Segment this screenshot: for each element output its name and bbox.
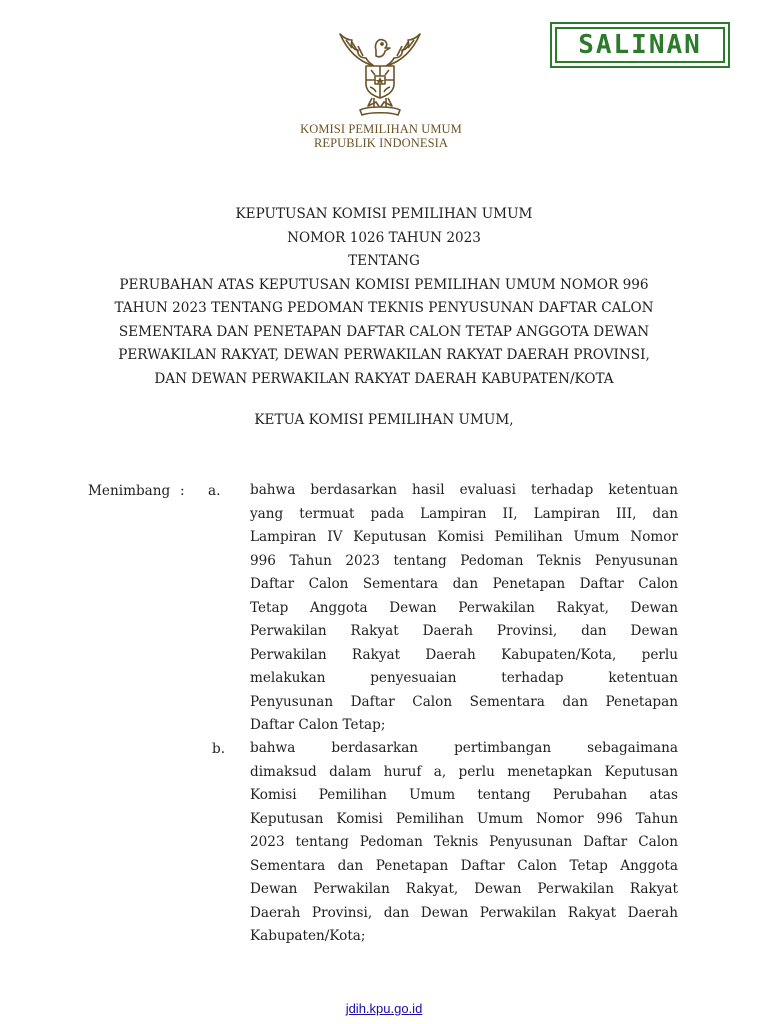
paragraph-line: 996 Tahun 2023 tentang Pedoman Teknis Penyusunan <box>250 552 678 569</box>
institution-line-1: KOMISI PEMILIHAN UMUM <box>300 122 462 136</box>
paragraph-line: bahwa berdasarkan pertimbangan sebagaimana <box>250 740 678 756</box>
ketua-heading: KETUA KOMISI PEMILIHAN UMUM, <box>254 412 514 428</box>
paragraph-line: Lampiran IV Keputusan Komisi Pemilihan Umum Nomor <box>250 529 678 545</box>
title-line-1: KEPUTUSAN KOMISI PEMILIHAN UMUM <box>235 206 533 222</box>
paragraph-line: Daftar Calon Sementara dan Penetapan Daftar Calon <box>250 576 678 592</box>
subject-line: DAN DEWAN PERWAKILAN RAKYAT DAERAH KABUPATEN/KOTA <box>154 370 614 387</box>
footer <box>0 1001 768 1016</box>
subject-line: TAHUN 2023 TENTANG PEDOMAN TEKNIS PENYUSUNAN DAFTAR CALON <box>114 300 654 316</box>
paragraph-line: Kabupaten/Kota; <box>250 928 366 944</box>
salinan-stamp-label: SALINAN <box>555 27 725 63</box>
title-line-3: TENTANG <box>348 253 420 269</box>
menimbang-item-b <box>250 737 678 949</box>
paragraph-line: Penyusunan Daftar Calon Sementara dan Penetapan <box>250 693 678 710</box>
item-letter-a: a. <box>208 483 221 499</box>
paragraph-line: Sementara dan Penetapan Daftar Calon Tetap Anggota <box>250 857 678 874</box>
paragraph-line: Keputusan Komisi Pemilihan Umum Nomor 996 Tahun <box>250 810 678 827</box>
paragraph-line: yang termuat pada Lampiran II, Lampiran III, dan <box>250 505 678 522</box>
paragraph-line: dimaksud dalam huruf a, perlu menetapkan Keputusan <box>250 763 678 780</box>
subject-line: SEMENTARA DAN PENETAPAN DAFTAR CALON TETAP ANGGOTA DEWAN <box>118 323 650 340</box>
menimbang-label: Menimbang <box>88 483 171 499</box>
paragraph-line: Daerah Provinsi, dan Dewan Perwakilan Rakyat Daerah <box>250 904 678 921</box>
item-letter-b: b. <box>212 741 226 757</box>
institution-name <box>276 122 486 150</box>
paragraph-line: bahwa berdasarkan hasil evaluasi terhadap ketentuan <box>250 482 678 498</box>
paragraph-line: Tetap Anggota Dewan Perwakilan Rakyat, Dewan <box>250 599 678 616</box>
paragraph-line: Perwakilan Rakyat Daerah Provinsi, dan Dewan <box>250 623 678 639</box>
paragraph-line: Daftar Calon Tetap; <box>250 717 386 733</box>
garuda-emblem-icon <box>330 26 430 118</box>
paragraph-line: melakukan penyesuaian terhadap ketentuan <box>250 670 678 686</box>
subject-line: PERWAKILAN RAKYAT, DEWAN PERWAKILAN RAKYAT DAERAH PROVINSI, <box>118 347 650 363</box>
paragraph-line: 2023 tentang Pedoman Teknis Penyusunan Daftar Calon <box>250 834 678 850</box>
title-line-2: NOMOR 1026 TAHUN 2023 <box>287 229 481 246</box>
paragraph-line: Perwakilan Rakyat Daerah Kabupaten/Kota, perlu <box>250 646 678 663</box>
paragraph-line: Komisi Pemilihan Umum tentang Perubahan atas <box>250 787 678 803</box>
decree-title <box>60 203 708 391</box>
subject-line: PERUBAHAN ATAS KEPUTUSAN KOMISI PEMILIHAN UMUM NOMOR 996 <box>119 276 649 293</box>
institution-line-2: REPUBLIK INDONESIA <box>313 136 449 150</box>
menimbang-item-a <box>250 479 678 738</box>
menimbang-colon: : <box>180 483 185 499</box>
jdih-link[interactable]: jdih.kpu.go.id <box>345 1001 423 1016</box>
paragraph-line: Dewan Perwakilan Rakyat, Dewan Perwakilan Rakyat <box>250 881 678 897</box>
salinan-stamp <box>550 22 730 68</box>
